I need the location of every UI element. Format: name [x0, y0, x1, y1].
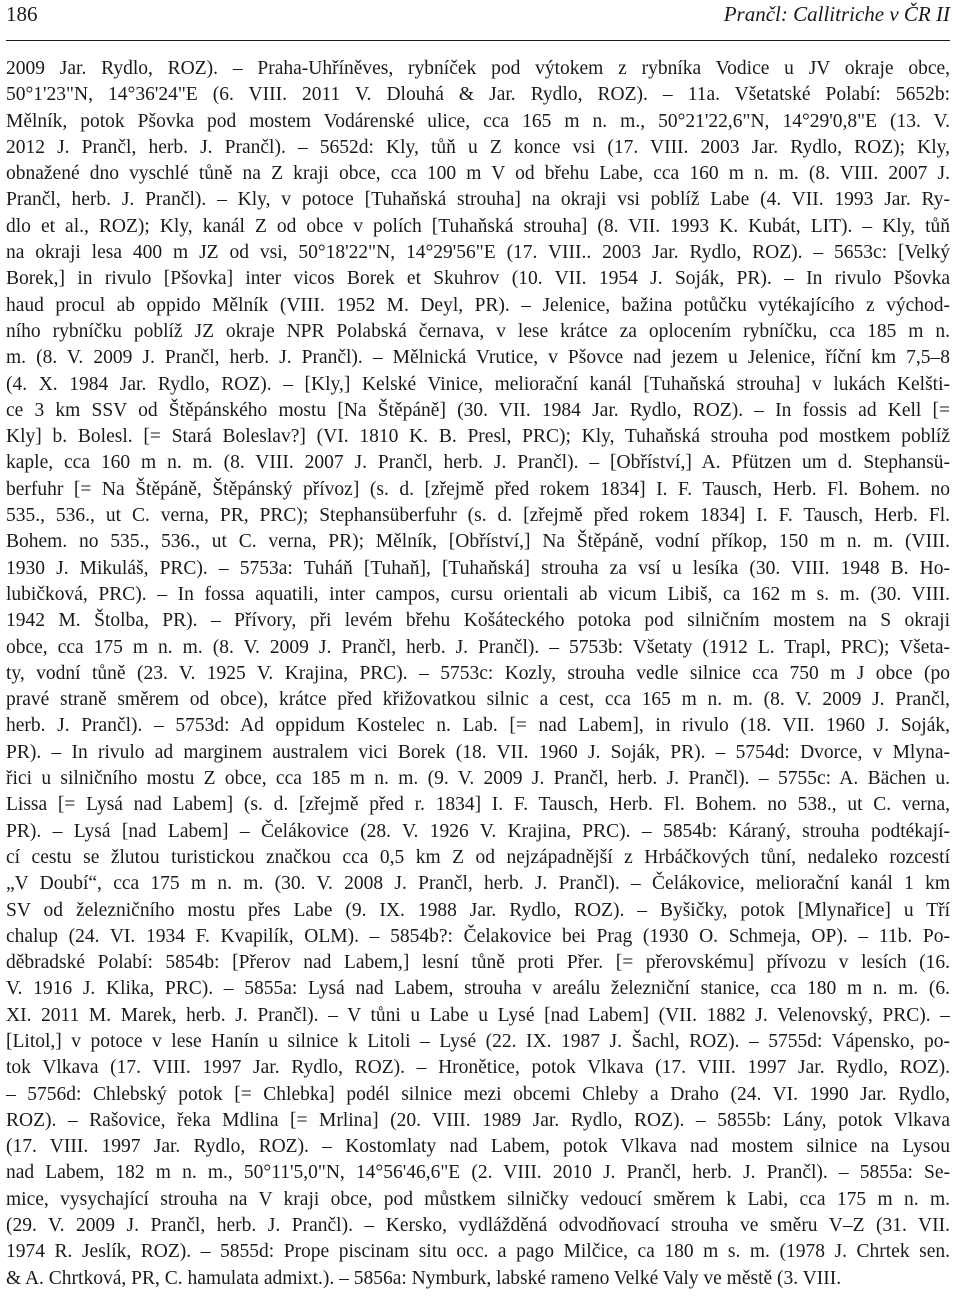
text-line: V. 1916 J. Klika, PRC). – 5855a: Lysá nad Labem, strouha v areálu železniční stanice, cca 180 m n. m. (6. [6, 978, 950, 1000]
text-line: herb. J. Prančl). – 5753d: Ad oppidum Kostelec n. Lab. [= nad Labem], in rivulo (18. VII. 1960 J. Soják, [6, 715, 950, 737]
text-line: berfuhr [= Na Štěpáně, Štěpánský přívoz] (s. d. [zřejmě před rokem 1834] I. F. Tausch, Herb. Fl. Bohem. no [6, 478, 950, 500]
page-number: 186 [6, 2, 38, 26]
text-line: na okraji lesa 400 m JZ od vsi, 50°18'22"N, 14°29'56"E (17. VIII.. 2003 Jar. Rydlo, ROZ). – 5653c: [Velký [6, 242, 950, 264]
text-line: Borek,] in rivulo [Pšovka] inter vicos Borek et Skuhrov (10. VII. 1954 J. Soják, PR). – In rivulo Pšovka [6, 268, 950, 290]
text-line: lubičková, PRC). – In fossa aquatili, inter campos, cursu orientali ab vicum Libiš, ca 162 m s. m. (30. VIII. [6, 583, 950, 605]
text-line: XI. 2011 M. Marek, herb. J. Prančl). – V tůni u Labe u Lysé [nad Labem] (VII. 1882 J. Velenovský, PRC). – [6, 1004, 950, 1026]
text-line: (29. V. 2009 J. Prančl, herb. J. Prančl). – Kersko, vydlážděná odvodňovací strouha ve směru V–Z (31. VII. [6, 1215, 950, 1237]
text-line: ROZ). – Rašovice, řeka Mdlina [= Mrlina] (20. VIII. 1989 Jar. Rydlo, ROZ). – 5855b: Lány, potok Vlkava [6, 1109, 950, 1131]
text-line: 1942 M. Štolba, PR). – Přívory, při levém břehu Košáteckého potoka pod silničním mostem na S okraji [6, 610, 950, 632]
text-line: ního rybníčku poblíž JZ okraje NPR Polabská černava, v lese krátce za oplocením rybníčku, cca 185 m n. [6, 320, 950, 342]
body-text [6, 56, 950, 1292]
text-line: haud procul ab oppido Mělník (VIII. 1952 M. Deyl, PR). – Jelenice, bažina potůčku vytékajícího z východ- [6, 294, 950, 316]
text-line: Lissa [= Lysá nad Labem] (s. d. [zřejmě před r. 1834] I. F. Tausch, Herb. Fl. Bohem. no 538., ut C. verna, [6, 794, 950, 816]
text-line: PR). – In rivulo ad marginem australem vici Borek (18. VII. 1960 J. Soják, PR). – 5754d: Dvorce, v Mlyna- [6, 741, 950, 763]
text-line: PR). – Lysá [nad Labem] – Čelákovice (28. V. 1926 V. Krajina, PRC). – 5854b: Káraný, strouha podtékají- [6, 820, 950, 842]
text-line: 535., 536., ut C. verna, PR, PRC); Stephansüberfuhr (s. d. [zřejmě před rokem 1834] I. F. Tausch, Herb. Fl. [6, 505, 950, 527]
text-line: [Litol,] v potoce v lese Hanín u silnice k Litoli – Lysé (22. IX. 1987 J. Šachl, ROZ). – 5755d: Vápensko, po- [6, 1030, 950, 1052]
text-line: (17. VIII. 1997 Jar. Rydlo, ROZ). – Kostomlaty nad Labem, potok Vlkava nad mostem silnice na Lysou [6, 1136, 950, 1158]
text-line: „V Doubí“, cca 175 m n. m. (30. V. 2008 J. Prančl, herb. J. Prančl). – Čelákovice, meliorační kanál 1 km [6, 873, 950, 895]
text-line: ty, vodní tůně (23. V. 1925 V. Krajina, PRC). – 5753c: Kozly, strouha vedle silnice cca 750 m J obce (po [6, 662, 950, 684]
text-line: SV od železničního mostu přes Labe (9. IX. 1988 Jar. Rydlo, ROZ). – Byšičky, potok [Mlynařice] u Tří [6, 899, 950, 921]
text-line: mice, vysychající strouha na V kraji obce, pod můstkem silničky vedoucí směrem k Labi, cca 175 m n. m. [6, 1188, 950, 1210]
text-line: kaple, cca 160 m n. m. (8. VIII. 2007 J. Prančl, herb. J. Prančl). – [Obříství,] A. Pfützen um d. Stephansü- [6, 452, 950, 474]
running-title: Prančl: Callitriche v ČR II [723, 2, 950, 26]
text-line: pravé straně směrem od obce), krátce před křižovatkou silnic a cest, cca 165 m n. m. (8. V. 2009 J. Prančl, [6, 689, 950, 711]
header-rule [6, 40, 950, 41]
text-line: Kly] b. Bolesl. [= Stará Boleslav?] (VI. 1810 K. B. Presl, PRC); Kly, Tuhaňská strouha pod mostkem poblíž [6, 426, 950, 448]
text-line: (4. X. 1984 Jar. Rydlo, ROZ). – [Kly,] Kelské Vinice, meliorační kanál [Tuhaňská strouha] v lukách Kelšti- [6, 373, 950, 395]
text-line: ce 3 km SSV od Štěpánského mostu [Na Štěpáně] (30. VII. 1984 Jar. Rydlo, ROZ). – In fossis ad Kell [= [6, 399, 950, 421]
text-line: 2009 Jar. Rydlo, ROZ). – Praha-Uhříněves, rybníček pod výtokem z rybníka Vodice u JV okraje obce, [6, 58, 950, 79]
text-line: 2012 J. Prančl, herb. J. Prančl). – 5652d: Kly, tůň u Z konce vsi (17. VIII. 2003 Jar. Rydlo, ROZ); Kly, [6, 136, 950, 158]
text-line: Mělník, potok Pšovka pod mostem Vodárenské ulice, cca 165 m n. m., 50°21'22,6"N, 14°29'0,8"E (13. V. [6, 110, 950, 132]
text-line: 50°1'23"N, 14°36'24"E (6. VIII. 2011 V. Dlouhá & Jar. Rydlo, ROZ). – 11a. Všetatské Polabí: 5652b: [6, 84, 950, 106]
text-line: Bohem. no 535., 536., ut C. verna, PR); Mělník, [Obříství,] Na Štěpáně, vodní příkop, 150 m n. m. (VIII. [6, 531, 950, 553]
document-page [6, 0, 950, 1302]
text-line: obce, cca 175 m n. m. (8. V. 2009 J. Prančl, herb. J. Prančl). – 5753b: Všetaty (1912 L. Trapl, PRC); Všeta- [6, 636, 950, 658]
text-line: děbradské Polabí: 5854b: [Přerov nad Labem,] lesní tůně proti Přer. [= přerovskému] přívozu v lesích (16. [6, 952, 950, 974]
text-line: cí cestu se žlutou turistickou značkou cca 0,5 km Z od nejzápadnější z Hrbáčkových tůní, nedaleko rozcestí [6, 846, 950, 868]
text-line: dlo et al., ROZ); Kly, kanál Z od obce v polích [Tuhaňská strouha] (8. VII. 1993 K. Kubát, LIT). – Kly, tůň [6, 215, 950, 237]
text-line: řici u silničního mostu Z obce, cca 185 m n. m. (9. V. 2009 J. Prančl, herb. J. Prančl). – 5755c: A. Bächen u. [6, 768, 950, 790]
text-line: obnažené dno vyschlé tůně na Z kraji obce, cca 100 m V od břehu Labe, cca 160 m n. m. (8. VIII. 2007 J. [6, 163, 950, 185]
text-line: tok Vlkava (17. VIII. 1997 Jar. Rydlo, ROZ). – Hronětice, potok Vlkava (17. VIII. 1997 Jar. Rydlo, ROZ). [6, 1057, 950, 1079]
page-header [6, 1, 950, 27]
text-line: Prančl, herb. J. Prančl). – Kly, v potoce [Tuhaňská strouha] na okraji vsi poblíž Labe (4. VII. 1993 Jar. Ry- [6, 189, 950, 211]
text-line: nad Labem, 182 m n. m., 50°11'5,0"N, 14°56'46,6"E (2. VIII. 2010 J. Prančl, herb. J. Prančl). – 5855a: Se- [6, 1162, 950, 1184]
text-line: 1974 R. Jeslík, ROZ). – 5855d: Prope piscinam situ occ. a pago Milčice, ca 180 m s. m. (1978 J. Chrtek sen. [6, 1241, 950, 1263]
text-line: chalup (24. VI. 1934 F. Kvapilík, OLM). – 5854b?: Čelakovice bei Prag (1930 O. Schmeja, OP). – 11b. Po- [6, 925, 950, 947]
text-line: 1930 J. Mikuláš, PRC). – 5753a: Tuháň [Tuhaň], [Tuhaňská] strouha za vsí u lesíka (30. VIII. 1948 B. Ho- [6, 557, 950, 579]
text-line: & A. Chrtková, PR, C. hamulata admixt.). – 5856a: Nymburk, labské rameno Velké Valy ve městě (3. VIII. [6, 1267, 842, 1289]
text-line: – 5756d: Chlebský potok [= Chlebka] podél silnice mezi obcemi Chleby a Draho (24. VI. 1990 Jar. Rydlo, [6, 1083, 950, 1105]
text-line: m. (8. V. 2009 J. Prančl, herb. J. Prančl). – Mělnická Vrutice, v Pšovce nad jezem u Jelenice, říční km 7,5–8 [6, 347, 950, 369]
